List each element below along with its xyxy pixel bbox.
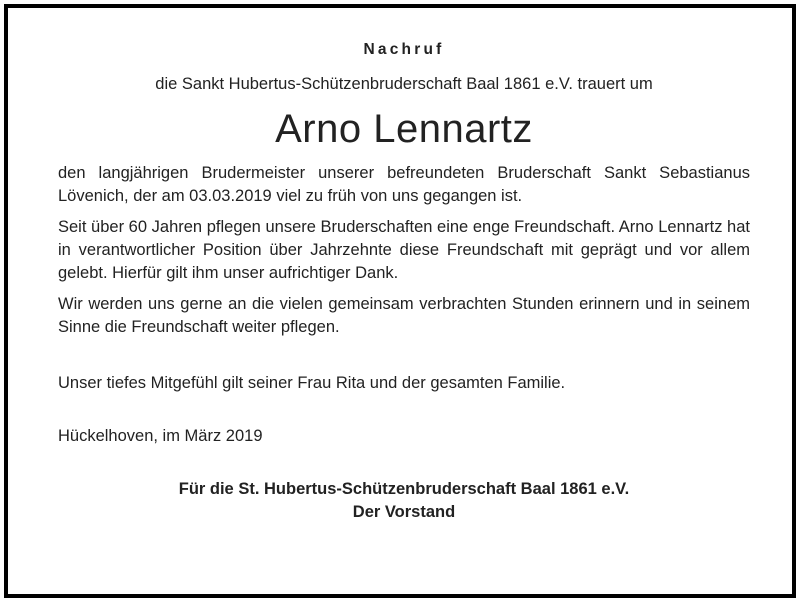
signoff-organization: Für die St. Hubertus-Schützenbruderschaft Baal 1861 e.V. xyxy=(178,480,630,498)
deceased-name: Arno Lennartz xyxy=(275,107,533,151)
paragraph-remembrance: Wir werden uns gerne an die vielen gemeinsam verbrachten Stunden erinnern und in seinem Sinne die Freundschaft weiter pflegen. xyxy=(58,295,750,336)
obituary-content xyxy=(58,38,750,524)
place-date: Hückelhoven, im März 2019 xyxy=(58,427,263,445)
paragraph-friendship: Seit über 60 Jahren pflegen unsere Bruderschaften eine enge Freundschaft. Arno Lennartz hat in verantwortlicher Position über Jahrzehnte diese Freundschaft mit geprägt und vor allem gelebt. Hierfür gilt ihm unser aufrichtiger Dank. xyxy=(58,218,750,282)
signoff-board: Der Vorstand xyxy=(352,503,456,521)
intro-line: die Sankt Hubertus-Schützenbruderschaft Baal 1861 e.V. trauert um xyxy=(155,75,653,93)
paragraph-condolence: Unser tiefes Mitgefühl gilt seiner Frau Rita und der gesamten Familie. xyxy=(58,374,566,392)
obituary-heading: Nachruf xyxy=(363,41,445,58)
obituary-frame xyxy=(4,4,796,598)
paragraph-tribute: den langjährigen Brudermeister unserer befreundeten Bruderschaft Sankt Sebastianus Lövenich, der am 03.03.2019 viel zu früh von uns gegangen ist. xyxy=(58,164,750,205)
